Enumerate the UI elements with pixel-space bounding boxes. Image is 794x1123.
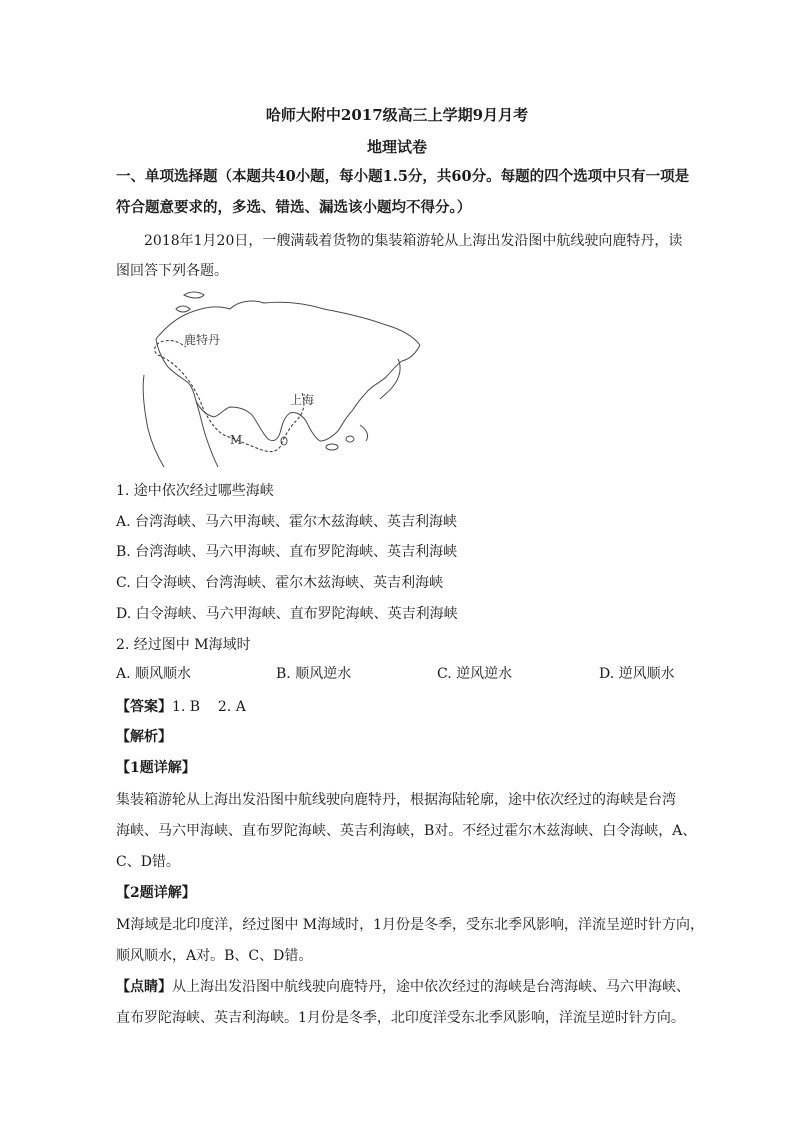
q1-detail-title: 【1题详解】 bbox=[116, 760, 196, 776]
answer-label: 【答案】 bbox=[116, 699, 172, 715]
q1-option-a: A. 台湾海峡、马六甲海峡、霍尔木兹海峡、英吉利海峡 bbox=[116, 514, 458, 530]
q2-option-b: B. 顺风逆水 bbox=[276, 666, 352, 682]
philippines-outline bbox=[360, 425, 368, 441]
q1-detail-line1: 集装箱游轮从上海出发沿图中航线驶向鹿特丹，根据海陆轮廓，途中依次经过的海峡是台湾 bbox=[116, 792, 676, 808]
east-asia-coast bbox=[352, 345, 420, 411]
q1-detail-line2: 海峡、马六甲海峡、直布罗陀海峡、英吉利海峡，B对。不经过霍尔木兹海峡、白令海峡，A、 bbox=[116, 823, 697, 839]
pointer-line2: 直布罗陀海峡、英吉利海峡。1月份是冬季，北印度洋受东北季风影响，洋流呈逆时针方向。 bbox=[116, 1010, 685, 1026]
q2-stem: 2. 经过图中 M海域时 bbox=[116, 637, 251, 653]
red-sea-east-coast bbox=[196, 401, 218, 467]
answer-text: 1. B 2. A bbox=[172, 699, 246, 715]
pointer-text: 从上海出发沿图中航线驶向鹿特丹，途中依次经过的海峡是台湾海峡、马六甲海峡、 bbox=[172, 979, 690, 995]
q1-detail-line3: C、D错。 bbox=[116, 854, 180, 870]
q1-option-d: D. 白令海峡、马六甲海峡、直布罗陀海峡、英吉利海峡 bbox=[116, 606, 458, 622]
map-label-shanghai: 上海 bbox=[290, 393, 315, 407]
eurasia-route-map-figure bbox=[134, 289, 426, 469]
analysis-label: 【解析】 bbox=[116, 729, 172, 745]
q2-option-a: A. 顺风顺水 bbox=[116, 666, 192, 682]
answer-row bbox=[116, 696, 246, 716]
intro-line1: 2018年1月20日，一艘满载着货物的集装箱游轮从上海出发沿图中航线驶向鹿特丹，读 bbox=[144, 233, 683, 249]
map-label-m: M bbox=[230, 433, 243, 447]
arctic-island bbox=[176, 306, 190, 312]
q1-stem: 1. 途中依次经过哪些海峡 bbox=[116, 483, 274, 499]
pointer-line1 bbox=[116, 976, 690, 996]
route-map bbox=[134, 289, 426, 469]
q1-option-c: C. 白令海峡、台湾海峡、霍尔木兹海峡、英吉利海峡 bbox=[116, 575, 444, 591]
map-label-rotterdam: 鹿特丹 bbox=[184, 333, 221, 347]
q2-option-c: C. 逆风逆水 bbox=[437, 666, 513, 682]
exam-subtitle: 地理试卷 bbox=[366, 138, 427, 156]
q2-detail-line2: 顺风顺水，A对。B、C、D错。 bbox=[116, 948, 313, 964]
q2-option-d: D. 逆风顺水 bbox=[599, 666, 675, 682]
island-shape bbox=[326, 444, 338, 450]
arabia-europe-coast bbox=[156, 339, 214, 417]
arctic-island bbox=[184, 292, 204, 298]
exam-title: 哈师大附中2017级高三上学期9月月考 bbox=[265, 106, 529, 124]
q2-detail-line1: M海域是北印度洋，经过图中 M海域时，1月份是冬季，受东北季风影响，洋流呈逆时针方向， bbox=[116, 917, 705, 933]
q2-detail-title: 【2题详解】 bbox=[116, 885, 196, 901]
section-heading-line1: 一、单项选择题（本题共40小题，每小题1.5分，共60分。每题的四个选项中只有一项是 bbox=[116, 168, 690, 185]
intro-line2: 图回答下列各题。 bbox=[116, 263, 228, 279]
q1-option-b: B. 台湾海峡、马六甲海峡、直布罗陀海峡、英吉利海峡 bbox=[116, 544, 458, 560]
pointer-label: 【点睛】 bbox=[116, 979, 172, 995]
island-shape bbox=[346, 436, 354, 442]
africa-coast bbox=[143, 375, 164, 467]
section-heading-line2: 符合题意要求的，多选、错选、漏选该小题均不得分。） bbox=[116, 199, 472, 216]
